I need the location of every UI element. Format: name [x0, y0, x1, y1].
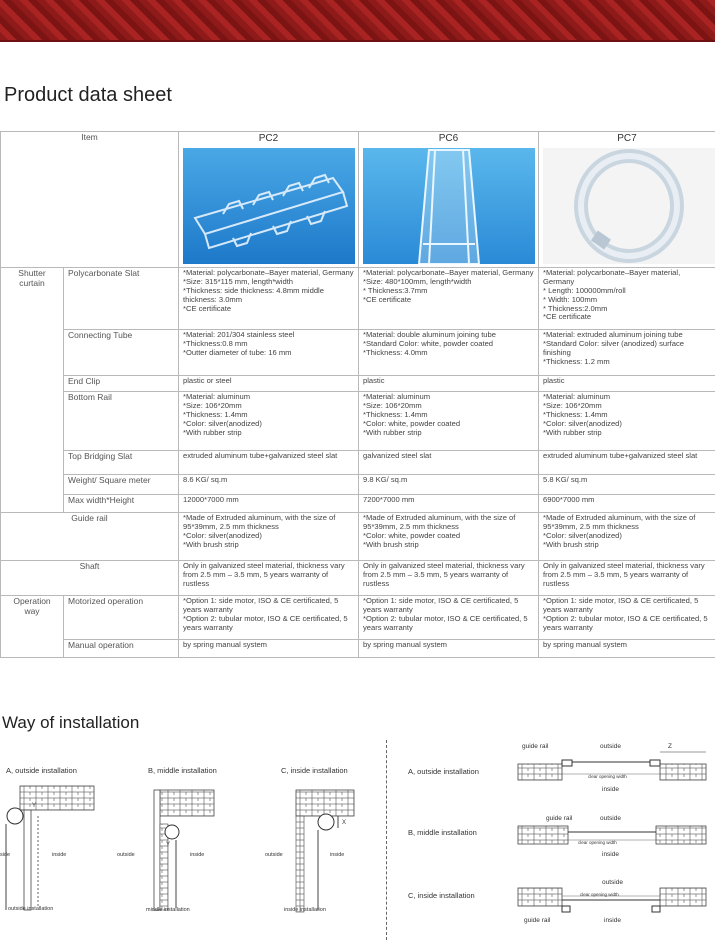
right-c-outside: outside: [602, 879, 623, 886]
vertical-installation-drawings: [0, 780, 386, 940]
header-row: [1, 132, 715, 268]
right-b-guide-rail: guide rail: [546, 815, 573, 822]
group-operation-way: Operation way: [1, 596, 64, 658]
page-title: Product data sheet: [4, 84, 172, 106]
row-label: Guide rail: [1, 513, 179, 561]
row-guide-rail: [1, 513, 715, 561]
right-a-z: Z: [668, 743, 672, 750]
row-end-clip: [1, 376, 715, 392]
left-a-inside: inside: [52, 852, 67, 858]
row-connecting-tube: [1, 330, 715, 376]
cell: *Made of Extruded aluminum, with the size of 95*39mm, 2.5 mm thickness *Color: silver(anodized) *With brush strip: [539, 513, 715, 561]
product-name: PC6: [438, 133, 459, 144]
section-divider: [386, 740, 387, 940]
left-c-outside: outside: [265, 852, 283, 858]
cell: *Option 1: side motor, ISO & CE certificated, 5 years warranty *Option 2: tubular motor, ISO & CE certificated, 5 years warranty: [539, 596, 715, 640]
cell: *Material: aluminum *Size: 106*20mm *Thickness: 1.4mm *Color: silver(anodized) *With rubber strip: [539, 392, 715, 451]
row-label: Connecting Tube: [64, 330, 179, 376]
cell: 5.8 KG/ sq.m: [539, 475, 715, 495]
cell: *Made of Extruded aluminum, with the size of 95*39mm, 2.5 mm thickness *Color: white, powder coated *With brush strip: [359, 513, 539, 561]
row-bottom-rail: [1, 392, 715, 451]
cell: Only in galvanized steel material, thickness vary from 2.5 mm – 3.5 mm, 5 years warranty of rustless: [539, 561, 715, 596]
row-label: End Clip: [64, 376, 179, 392]
row-motorized-operation: [1, 596, 715, 640]
cell: *Made of Extruded aluminum, with the size of 95*39mm, 2.5 mm thickness *Color: silver(anodized) *With brush strip: [179, 513, 359, 561]
row-max-width-height: [1, 495, 715, 513]
cell: *Material: polycarbonate–Bayer material, Germany *Size: 315*115 mm, length*width *Thickness: side thickness: 4.8mm middle thickness: 3.0mm *CE certificate: [179, 268, 359, 330]
right-c-guide-rail: guide rail: [524, 917, 551, 924]
row-polycarbonate-slat: [1, 268, 715, 330]
cell: 6900*7000 mm: [539, 495, 715, 513]
right-c-label: C, inside installation: [408, 891, 475, 900]
left-b-footer: middle installation: [146, 907, 190, 913]
right-a-label: A, outside installation: [408, 767, 479, 776]
cell: *Option 1: side motor, ISO & CE certificated, 5 years warranty *Option 2: tubular motor, ISO & CE certificated, 5 years warranty: [359, 596, 539, 640]
row-label: Polycarbonate Slat: [64, 268, 179, 330]
left-c-x: X: [342, 820, 347, 826]
product-pc6: [359, 132, 539, 268]
pc6-slat-image: [363, 148, 535, 264]
right-a-inside: inside: [602, 786, 619, 793]
row-label: Weight/ Square meter: [64, 475, 179, 495]
group-shutter-curtain: Shutter curtain: [1, 268, 64, 513]
row-weight: [1, 475, 715, 495]
cell: 8.6 KG/ sq.m: [179, 475, 359, 495]
cell: galvanized steel slat: [359, 451, 539, 475]
cell: *Material: 201/304 stainless steel *Thickness:0.8 mm *Outter diameter of tube: 16 mm: [179, 330, 359, 376]
decorative-banner: [0, 0, 715, 42]
right-c-inside: inside: [604, 917, 621, 924]
row-label: Shaft: [1, 561, 179, 596]
right-a-guide-rail: guide rail: [522, 743, 549, 750]
row-label: Bottom Rail: [64, 392, 179, 451]
left-b-inside: inside: [190, 852, 205, 858]
item-label: Item: [1, 132, 179, 268]
cell: *Material: aluminum *Size: 106*20mm *Thickness: 1.4mm *Color: white, powder coated *With rubber strip: [359, 392, 539, 451]
product-pc2: [179, 132, 359, 268]
row-shaft: [1, 561, 715, 596]
cell: *Material: aluminum *Size: 106*20mm *Thickness: 1.4mm *Color: silver(anodized) *With rubber strip: [179, 392, 359, 451]
right-b-inside: inside: [602, 851, 619, 858]
cell: plastic: [359, 376, 539, 392]
cell: Only in galvanized steel material, thickness vary from 2.5 mm – 3.5 mm, 5 years warranty of rustless: [359, 561, 539, 596]
row-label: Motorized operation: [64, 596, 179, 640]
left-a-footer: outside installation: [8, 906, 54, 912]
pc7-roll-image: [543, 148, 715, 264]
cell: 9.8 KG/ sq.m: [359, 475, 539, 495]
left-c-inside: inside: [330, 852, 345, 858]
right-b-outside: outside: [600, 815, 621, 822]
cell: *Material: polycarbonate–Bayer material, Germany * Length: 100000mm/roll * Width: 100mm * Thickness:2.0mm *CE certificate: [539, 268, 715, 330]
product-name: PC2: [258, 133, 279, 144]
cell: extruded aluminum tube+galvanized steel slat: [539, 451, 715, 475]
right-b-clear: clear opening width: [578, 840, 617, 845]
right-a-clear: clear opening width: [588, 774, 627, 779]
right-c-clear: clear opening width: [580, 892, 619, 897]
cell: by spring manual system: [359, 640, 539, 658]
row-label: Max width*Height: [64, 495, 179, 513]
product-name: PC7: [617, 133, 637, 144]
cell: by spring manual system: [539, 640, 715, 658]
product-pc7: [539, 132, 715, 268]
right-a-outside: outside: [600, 743, 621, 750]
left-b-outside: outside: [117, 852, 135, 858]
left-c-footer: inside installation: [284, 907, 326, 913]
row-manual-operation: [1, 640, 715, 658]
cell: *Material: double aluminum joining tube *Standard Color: white, powder coated *Thickness: 4.0mm: [359, 330, 539, 376]
left-c-label: C, inside installation: [281, 766, 348, 775]
left-a-side: side: [0, 852, 11, 858]
cell: extruded aluminum tube+galvanized steel slat: [179, 451, 359, 475]
cell: plastic: [539, 376, 715, 392]
installation-title: Way of installation: [2, 713, 140, 732]
left-b-y: Y: [166, 842, 171, 848]
cell: 12000*7000 mm: [179, 495, 359, 513]
cell: by spring manual system: [179, 640, 359, 658]
right-b-label: B, middle installation: [408, 828, 477, 837]
row-top-bridging-slat: [1, 451, 715, 475]
row-label: Top Bridging Slat: [64, 451, 179, 475]
cell: *Material: extruded aluminum joining tube *Standard Color: silver (anodized) surface finishing *Thickness: 1.2 mm: [539, 330, 715, 376]
left-b-label: B, middle installation: [148, 766, 217, 775]
cell: *Material: polycarbonate–Bayer material, Germany *Size: 480*100mm, length*width * Thickness:3.7mm *CE certificate: [359, 268, 539, 330]
left-a-label: A, outside installation: [6, 766, 77, 775]
row-label: Manual operation: [64, 640, 179, 658]
left-a-y: Y: [32, 803, 37, 809]
pc2-slat-image: [183, 148, 355, 264]
product-data-table: [0, 131, 715, 658]
cell: 7200*7000 mm: [359, 495, 539, 513]
cell: Only in galvanized steel material, thickness vary from 2.5 mm – 3.5 mm, 5 years warranty of rustless: [179, 561, 359, 596]
cell: *Option 1: side motor, ISO & CE certificated, 5 years warranty *Option 2: tubular motor, ISO & CE certificated, 5 years warranty: [179, 596, 359, 640]
cell: plastic or steel: [179, 376, 359, 392]
